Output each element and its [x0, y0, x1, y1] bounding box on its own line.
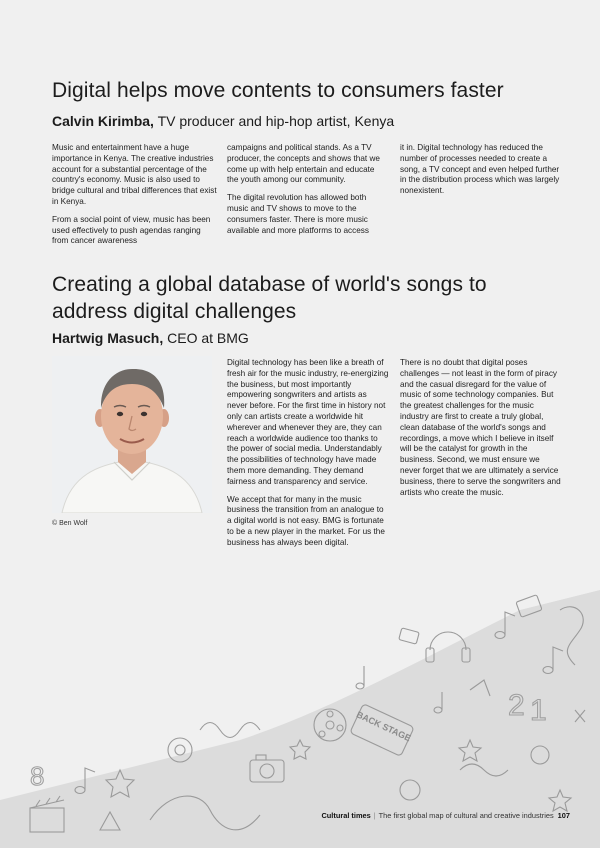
- paragraph: Music and entertainment have a huge importance in Kenya. The creative industries account for a substantial percentage of the country's economy. Music is also used to bridge cultural and tribal differences that exist in Kenya.: [52, 143, 217, 206]
- paragraph: The digital revolution has allowed both music and TV shows to move to the consumers faster. There is more music available and more platforms to access: [227, 193, 369, 235]
- section2-person-role: CEO at BMG: [167, 330, 249, 346]
- paragraph: There is no doubt that digital poses challenges — not least in the form of piracy and the casual disregard for the value of music of some technology companies. But the greatest challenges for the music industry are first to create a truly global, clean database of the world's songs and recordings, a move which I believe in itself will be the catalyst for growth in the business. Second, we must ensure we never forget that we are ultimately a service business, there to serve the songwriters and artists who create the music.: [400, 358, 561, 497]
- paragraph: it in. Digital technology has reduced the number of processes needed to create a song, a TV concept and even helped further in the distribution process which was largely nonexistent.: [400, 143, 560, 196]
- doodle-number: 1: [530, 694, 547, 727]
- footer-brand: Cultural times: [321, 811, 371, 820]
- section2-byline: [52, 330, 249, 346]
- footer-subtitle: The first global map of cultural and creative industries: [378, 811, 554, 820]
- page-number: 107: [557, 811, 570, 820]
- section1-byline: [52, 113, 394, 129]
- section2-title: Creating a global database of world's songs to address digital challenges: [52, 273, 487, 323]
- footer-separator: |: [373, 811, 376, 820]
- music-note-icon: [356, 666, 364, 689]
- backstage-sign-text: BACK STAGE: [354, 709, 413, 744]
- portrait-photo: [52, 356, 212, 513]
- photo-caption: © Ben Wolf: [52, 520, 88, 527]
- page-footer: [321, 811, 570, 820]
- section2-person-name: Hartwig Masuch,: [52, 330, 164, 346]
- portrait-illustration: [52, 356, 212, 513]
- doodle-illustration: [0, 590, 600, 848]
- paragraph: We accept that for many in the music business the transition from an analogue to a digital world is not easy. BMG is fortunate to be a new player in the market. For us the business has always been digital.: [227, 494, 385, 547]
- paragraph: From a social point of view, music has been used effectively to push agendas ranging from cancer awareness: [52, 214, 211, 246]
- section2-column-3: [400, 358, 562, 505]
- section1-person-role: TV producer and hip-hop artist, Kenya: [157, 113, 395, 129]
- section1-column-3: [400, 143, 560, 204]
- section1-column-2: [227, 143, 385, 243]
- section1-title: Digital helps move contents to consumers faster: [52, 79, 504, 102]
- section1-column-1: [52, 143, 217, 254]
- doodle-number: 2: [508, 689, 525, 722]
- paragraph: Digital technology has been like a breath of fresh air for the music industry, re-energizing the business, but most importantly empowering songwriters and artists as never before. For the first time in history not only can artists create a worldwide hit wherever and whenever they are, they can reach a worldwide audience too thanks to the power of social media. Understandably the possibilities of technology have made them more demanding. They demand fairness and transparency and service.: [227, 358, 389, 486]
- doodle-number: 8: [30, 761, 45, 791]
- section2-column-2: [227, 358, 389, 556]
- paragraph: campaigns and political stands. As a TV producer, the concepts and shows that we come up with help entertain and educate the youth among our community.: [227, 143, 380, 185]
- section1-person-name: Calvin Kirimba,: [52, 113, 154, 129]
